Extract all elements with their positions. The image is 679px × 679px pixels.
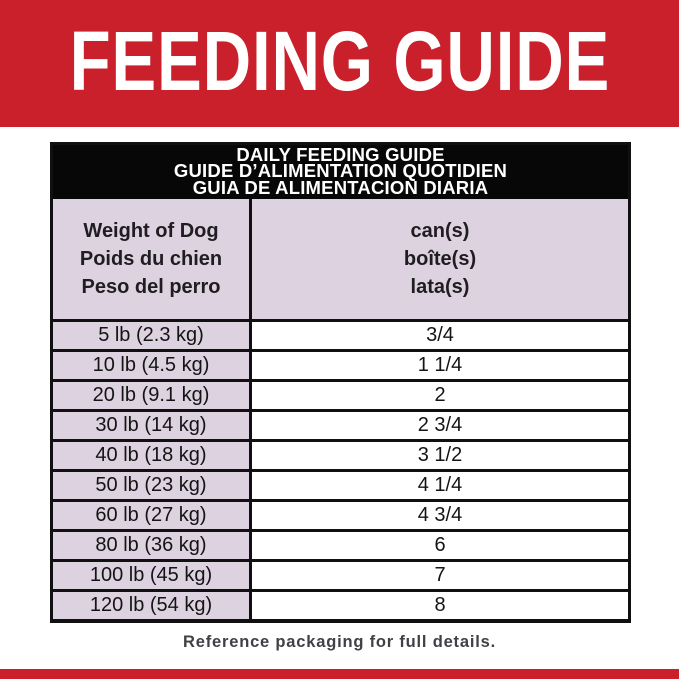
cans-cell: 6 xyxy=(252,532,628,559)
table-row xyxy=(53,439,628,469)
table-title-line-fr: GUIDE D’ALIMENTATION QUOTIDIEN xyxy=(173,160,508,182)
feeding-guide-title: FEEDING GUIDE xyxy=(69,13,610,108)
weight-header-line-en: Weight of Dog xyxy=(83,220,219,243)
table-title-line-es: GUIA DE ALIMENTACION DIARIA xyxy=(192,176,489,198)
weight-cell: 20 lb (9.1 kg) xyxy=(53,382,252,409)
cans-cell: 3/4 xyxy=(252,322,628,349)
feeding-guide-banner xyxy=(0,0,679,127)
footer-note: Reference packaging for full details. xyxy=(183,633,496,651)
table-row xyxy=(53,469,628,499)
cans-cell: 4 3/4 xyxy=(252,502,628,529)
weight-cell: 50 lb (23 kg) xyxy=(53,472,252,499)
weight-cell: 100 lb (45 kg) xyxy=(53,562,252,589)
weight-cell: 80 lb (36 kg) xyxy=(53,532,252,559)
table-row xyxy=(53,589,628,619)
daily-feeding-guide-table xyxy=(50,142,631,623)
cans-header-line-es: lata(s) xyxy=(410,276,470,299)
weight-header-line-fr: Poids du chien xyxy=(79,248,223,271)
weight-cell: 60 lb (27 kg) xyxy=(53,502,252,529)
table-row xyxy=(53,349,628,379)
weight-column-header xyxy=(53,199,252,319)
bottom-red-strip xyxy=(0,669,679,679)
table-row xyxy=(53,379,628,409)
cans-header-line-en: can(s) xyxy=(410,220,470,243)
cans-cell: 4 1/4 xyxy=(252,472,628,499)
cans-cell: 2 xyxy=(252,382,628,409)
weight-cell: 10 lb (4.5 kg) xyxy=(53,352,252,379)
cans-column-header xyxy=(252,199,628,319)
table-title-line-en: DAILY FEEDING GUIDE xyxy=(236,144,445,165)
weight-cell: 30 lb (14 kg) xyxy=(53,412,252,439)
cans-cell: 3 1/2 xyxy=(252,442,628,469)
table-row xyxy=(53,559,628,589)
cans-cell: 8 xyxy=(252,592,628,619)
weight-header-line-es: Peso del perro xyxy=(81,276,221,299)
table-title-block xyxy=(53,145,628,199)
cans-header-line-fr: boîte(s) xyxy=(403,248,477,271)
weight-cell: 120 lb (54 kg) xyxy=(53,592,252,619)
cans-cell: 2 3/4 xyxy=(252,412,628,439)
weight-cell: 40 lb (18 kg) xyxy=(53,442,252,469)
table-body xyxy=(53,319,628,619)
cans-cell: 7 xyxy=(252,562,628,589)
column-header-row xyxy=(53,199,628,319)
cans-cell: 1 1/4 xyxy=(252,352,628,379)
table-row xyxy=(53,409,628,439)
table-row xyxy=(53,319,628,349)
weight-cell: 5 lb (2.3 kg) xyxy=(53,322,252,349)
table-row xyxy=(53,529,628,559)
table-row xyxy=(53,499,628,529)
